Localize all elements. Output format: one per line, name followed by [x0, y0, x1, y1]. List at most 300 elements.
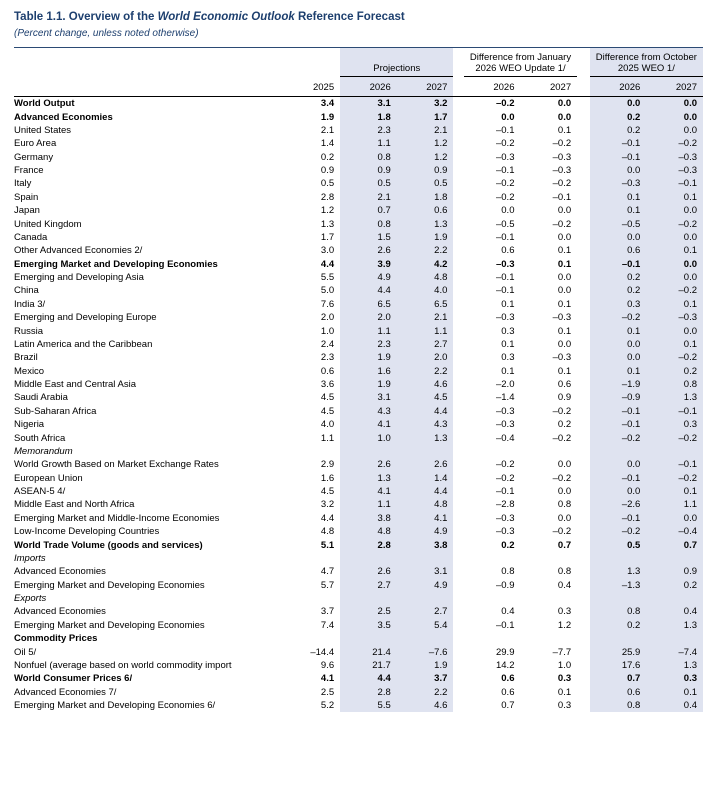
value-2025 — [284, 552, 341, 565]
value-2026 — [340, 592, 397, 605]
column-gap-b — [577, 391, 590, 404]
diff-oct-2026: –1.9 — [590, 378, 647, 391]
diff-jan-2026: 0.6 — [501, 686, 515, 698]
diff-jan-2026: 14.2 — [495, 659, 515, 671]
table-row — [14, 110, 703, 123]
diff-oct-2027: 0.0 — [646, 96, 703, 110]
diff-jan-2027: 0.1 — [557, 258, 572, 270]
diff-jan-2027: –0.2 — [552, 218, 572, 230]
row-label: Russia — [14, 325, 44, 337]
diff-oct-2027: 0.2 — [646, 578, 703, 591]
diff-oct-2027: 0.8 — [646, 378, 703, 391]
value-2025: 1.9 — [320, 111, 335, 123]
diff-jan-2026: –0.2 — [495, 459, 515, 471]
row-label: Emerging Market and Developing Economies — [14, 258, 218, 270]
value-2027: 1.3 — [397, 431, 454, 444]
table-row — [14, 605, 703, 618]
column-gap-a — [453, 485, 463, 498]
table-row — [14, 271, 703, 284]
value-2026: 3.1 — [340, 391, 397, 404]
diff-jan-2027: –0.1 — [552, 191, 572, 203]
table-row — [14, 338, 703, 351]
diff-oct-2026: –0.1 — [590, 512, 647, 525]
diff-oct-2027: 0.0 — [646, 324, 703, 337]
diff-jan-2026: –0.2 — [495, 472, 515, 484]
diff-oct-2026: 0.0 — [590, 458, 647, 471]
column-gap-a — [453, 565, 463, 578]
value-2027: 4.9 — [397, 525, 454, 538]
value-2027: 2.2 — [397, 685, 454, 698]
diff-jan-2026: 0.6 — [501, 673, 515, 685]
diff-oct-2026: 1.3 — [590, 565, 647, 578]
diff-jan-2026: –0.4 — [495, 432, 515, 444]
column-gap-b — [577, 364, 590, 377]
diff-oct-2027 — [646, 592, 703, 605]
row-label: Advanced Economies — [14, 111, 113, 123]
header-gap-b — [577, 48, 590, 80]
column-gap-b — [577, 645, 590, 658]
column-gap-a — [453, 418, 463, 431]
value-2026: 2.3 — [340, 124, 397, 137]
diff-oct-2026 — [590, 552, 647, 565]
diff-jan-2027: 0.1 — [557, 325, 572, 337]
row-label: Middle East and North Africa — [14, 499, 135, 511]
diff-jan-2026: –0.3 — [495, 151, 515, 163]
value-2025: 4.4 — [320, 512, 335, 524]
row-label: Emerging and Developing Europe — [14, 312, 157, 324]
column-gap-b — [577, 471, 590, 484]
column-gap-b — [577, 418, 590, 431]
value-2026: 3.8 — [340, 512, 397, 525]
column-gap-b — [577, 351, 590, 364]
value-2025: 1.4 — [320, 138, 335, 150]
column-gap-b — [577, 565, 590, 578]
diff-jan-2027: 0.6 — [557, 379, 572, 390]
header-group-projections: Projections — [340, 48, 453, 80]
row-label: Oil 5/ — [14, 646, 37, 658]
header-year-2025: 2025 — [284, 80, 341, 97]
column-gap-a — [453, 351, 463, 364]
table-row — [14, 632, 703, 645]
value-2025: 0.9 — [320, 165, 335, 176]
value-2027: 3.1 — [397, 565, 454, 578]
diff-jan-2027: 0.7 — [557, 539, 572, 551]
column-gap-b — [577, 338, 590, 351]
header-diff-jan-2026: 2026 — [464, 80, 521, 97]
column-gap-b — [577, 271, 590, 284]
diff-jan-2026: –0.1 — [495, 165, 515, 176]
value-2027: 1.1 — [397, 324, 454, 337]
table-row — [14, 458, 703, 471]
column-gap-b — [577, 685, 590, 698]
column-gap-b — [577, 164, 590, 177]
diff-jan-2026: –2.8 — [495, 499, 515, 511]
diff-jan-2027 — [520, 592, 577, 605]
diff-oct-2026: 0.6 — [590, 685, 647, 698]
diff-jan-2027: 0.9 — [557, 392, 572, 404]
row-label: Emerging Market and Middle-Income Economies — [14, 512, 220, 524]
diff-jan-2026: 0.6 — [501, 245, 515, 257]
diff-oct-2026: –0.2 — [590, 431, 647, 444]
value-2027: 5.4 — [397, 619, 454, 632]
diff-oct-2027: –0.1 — [646, 177, 703, 190]
diff-jan-2026: –2.0 — [495, 379, 515, 390]
value-2027: 4.6 — [397, 378, 454, 391]
diff-jan-2026: –0.1 — [495, 272, 515, 283]
value-2027: 1.3 — [397, 217, 454, 230]
row-label: World Output — [14, 98, 75, 110]
diff-oct-2027: 0.1 — [646, 244, 703, 257]
value-2026: 3.9 — [340, 257, 397, 270]
diff-oct-2027: 0.2 — [646, 364, 703, 377]
diff-jan-2027: –0.3 — [552, 312, 572, 324]
column-gap-a — [453, 391, 463, 404]
value-2027: 2.0 — [397, 351, 454, 364]
diff-jan-2027: 0.0 — [557, 111, 572, 123]
value-2027: 2.2 — [397, 244, 454, 257]
diff-jan-2026 — [464, 552, 521, 565]
table-row — [14, 525, 703, 538]
value-2026: 1.1 — [340, 137, 397, 150]
value-2025: 3.7 — [320, 606, 335, 618]
diff-oct-2027: 0.1 — [646, 298, 703, 311]
column-gap-b — [577, 458, 590, 471]
value-2027: –7.6 — [397, 645, 454, 658]
diff-oct-2026: 0.1 — [590, 204, 647, 217]
diff-oct-2026: –0.1 — [590, 418, 647, 431]
value-2027: 2.1 — [397, 311, 454, 324]
diff-jan-2026: –0.1 — [495, 619, 515, 631]
value-2027: 4.9 — [397, 578, 454, 591]
table-row — [14, 685, 703, 698]
diff-oct-2027: 0.7 — [646, 538, 703, 551]
value-2026: 2.6 — [340, 244, 397, 257]
row-label: Middle East and Central Asia — [14, 379, 136, 390]
diff-oct-2027: –0.1 — [646, 458, 703, 471]
diff-oct-2027: 0.0 — [646, 231, 703, 244]
diff-jan-2027: –0.2 — [552, 526, 572, 538]
value-2025: 4.5 — [320, 486, 335, 497]
value-2027: 2.1 — [397, 124, 454, 137]
table-row — [14, 311, 703, 324]
header-gap-b-2 — [577, 80, 590, 97]
value-2027 — [397, 592, 454, 605]
diff-jan-2026: –0.2 — [495, 98, 515, 110]
title-italic: World Economic Outlook — [157, 11, 295, 23]
column-gap-b — [577, 137, 590, 150]
column-gap-a — [453, 364, 463, 377]
header-year-blank — [14, 80, 284, 97]
column-gap-a — [453, 471, 463, 484]
row-label: Exports — [14, 593, 47, 604]
value-2027: 1.9 — [397, 659, 454, 672]
column-gap-a — [453, 150, 463, 163]
value-2026: 2.8 — [340, 538, 397, 551]
value-2025: 2.0 — [320, 312, 335, 324]
diff-oct-2027: –7.4 — [646, 645, 703, 658]
diff-oct-2027: –0.4 — [646, 525, 703, 538]
diff-jan-2026: –0.3 — [495, 419, 515, 431]
row-label: Nigeria — [14, 419, 45, 431]
diff-jan-2026: –0.1 — [495, 124, 515, 136]
diff-jan-2026: 0.1 — [501, 365, 515, 377]
diff-oct-2026: 0.0 — [590, 96, 647, 110]
value-2027: 1.2 — [397, 137, 454, 150]
header-group-row — [14, 48, 703, 80]
value-2027: 1.4 — [397, 471, 454, 484]
table-row — [14, 445, 703, 458]
diff-jan-2026: –1.4 — [495, 392, 515, 404]
value-2027: 1.2 — [397, 150, 454, 163]
column-gap-b — [577, 284, 590, 297]
diff-jan-2026: 0.3 — [501, 325, 515, 337]
table-row — [14, 431, 703, 444]
diff-oct-2026: 0.8 — [590, 605, 647, 618]
diff-jan-2027: –0.2 — [552, 405, 572, 417]
diff-jan-2027: 0.2 — [557, 419, 572, 431]
diff-jan-2026: –0.3 — [495, 405, 515, 417]
value-2026 — [340, 632, 397, 645]
row-label: Nonfuel (average based on world commodity import — [14, 659, 232, 671]
row-label: Sub-Saharan Africa — [14, 405, 97, 417]
diff-oct-2026: –0.1 — [590, 257, 647, 270]
table-row — [14, 298, 703, 311]
value-2025: 0.5 — [320, 178, 335, 190]
diff-oct-2026: 0.0 — [590, 231, 647, 244]
value-2025: 7.6 — [320, 298, 335, 310]
value-2027 — [397, 632, 454, 645]
value-2027: 1.7 — [397, 110, 454, 123]
row-label: Emerging Market and Developing Economies — [14, 619, 205, 631]
diff-jan-2026 — [464, 592, 521, 605]
value-2026 — [340, 552, 397, 565]
row-label: ASEAN-5 4/ — [14, 486, 66, 497]
diff-jan-2026: 0.7 — [501, 700, 515, 711]
table-row — [14, 498, 703, 511]
value-2026: 1.5 — [340, 231, 397, 244]
table-row — [14, 164, 703, 177]
table-row — [14, 405, 703, 418]
row-label: Emerging Market and Developing Economies 6/ — [14, 700, 216, 711]
table-row — [14, 418, 703, 431]
diff-jan-2026: 0.0 — [501, 111, 515, 123]
diff-jan-2026: 0.1 — [501, 298, 515, 310]
table-row — [14, 592, 703, 605]
table-header — [14, 48, 703, 97]
value-2026: 21.7 — [340, 659, 397, 672]
table-row — [14, 552, 703, 565]
diff-oct-2027: 1.3 — [646, 619, 703, 632]
row-label: France — [14, 165, 44, 176]
diff-oct-2026: 0.2 — [590, 110, 647, 123]
table-row — [14, 284, 703, 297]
value-2027: 0.6 — [397, 204, 454, 217]
diff-jan-2026: –0.3 — [495, 526, 515, 538]
value-2026: 1.1 — [340, 498, 397, 511]
diff-oct-2027: –0.2 — [646, 431, 703, 444]
diff-jan-2027: 0.0 — [557, 512, 572, 524]
column-gap-a — [453, 217, 463, 230]
diff-oct-2026: 0.2 — [590, 271, 647, 284]
diff-jan-2027: 0.1 — [557, 124, 572, 136]
value-2027: 0.9 — [397, 164, 454, 177]
value-2027 — [397, 552, 454, 565]
diff-oct-2027: –0.2 — [646, 137, 703, 150]
diff-oct-2026: 0.2 — [590, 284, 647, 297]
column-gap-a — [453, 110, 463, 123]
diff-oct-2027: –0.1 — [646, 405, 703, 418]
diff-oct-2027: 0.3 — [646, 672, 703, 685]
value-2025: 0.6 — [320, 365, 335, 377]
value-2025: 0.2 — [320, 151, 335, 163]
diff-jan-2026: 0.1 — [501, 338, 515, 350]
diff-oct-2026 — [590, 632, 647, 645]
column-gap-b — [577, 659, 590, 672]
value-2026: 1.1 — [340, 324, 397, 337]
value-2026: 4.1 — [340, 485, 397, 498]
column-gap-b — [577, 445, 590, 458]
header-blank-2025 — [284, 48, 341, 80]
value-2026: 2.1 — [340, 191, 397, 204]
row-label: Mexico — [14, 365, 45, 377]
column-gap-a — [453, 685, 463, 698]
value-2025: 4.1 — [320, 673, 335, 685]
diff-oct-2027 — [646, 632, 703, 645]
diff-oct-2027: 1.3 — [646, 391, 703, 404]
table-row — [14, 217, 703, 230]
diff-oct-2027: 0.0 — [646, 110, 703, 123]
diff-oct-2027: 0.1 — [646, 191, 703, 204]
header-diff-oct-2026: 2026 — [590, 80, 647, 97]
value-2026: 1.9 — [340, 378, 397, 391]
column-gap-a — [453, 124, 463, 137]
diff-oct-2026: –0.2 — [590, 311, 647, 324]
header-diff-oct-2027: 2027 — [646, 80, 703, 97]
value-2027: 4.2 — [397, 257, 454, 270]
value-2025: 3.2 — [320, 499, 335, 511]
diff-oct-2026: 0.5 — [590, 538, 647, 551]
table-row — [14, 231, 703, 244]
column-gap-a — [453, 578, 463, 591]
column-gap-b — [577, 191, 590, 204]
column-gap-b — [577, 217, 590, 230]
value-2025: 2.3 — [320, 352, 335, 364]
row-label: United Kingdom — [14, 218, 82, 230]
row-label: India 3/ — [14, 298, 46, 310]
value-2026: 5.5 — [340, 699, 397, 712]
column-gap-b — [577, 231, 590, 244]
table-row — [14, 565, 703, 578]
row-label: Latin America and the Caribbean — [14, 338, 153, 350]
header-group-diff-jan: Difference from January 2026 WEO Update 1/ — [464, 48, 577, 80]
value-2027: 3.8 — [397, 538, 454, 551]
diff-oct-2026: 0.0 — [590, 351, 647, 364]
diff-oct-2026: –0.9 — [590, 391, 647, 404]
header-group-diff-oct: Difference from October 2025 WEO 1/ — [590, 48, 703, 80]
column-gap-a — [453, 137, 463, 150]
diff-oct-2027: –0.2 — [646, 471, 703, 484]
value-2026: 0.8 — [340, 217, 397, 230]
column-gap-b — [577, 431, 590, 444]
diff-oct-2026: 0.1 — [590, 364, 647, 377]
value-2025: 5.0 — [320, 285, 335, 297]
diff-jan-2026 — [464, 632, 521, 645]
value-2026: 4.3 — [340, 405, 397, 418]
value-2025: 4.5 — [320, 405, 335, 417]
column-gap-a — [453, 699, 463, 712]
column-gap-b — [577, 592, 590, 605]
diff-jan-2026: –0.3 — [495, 312, 515, 324]
diff-jan-2026: –0.1 — [495, 486, 515, 497]
table-row — [14, 351, 703, 364]
row-label: Commodity Prices — [14, 633, 98, 645]
value-2026: 0.9 — [340, 164, 397, 177]
value-2025: 3.6 — [320, 379, 335, 390]
column-gap-b — [577, 672, 590, 685]
value-2026: 3.5 — [340, 619, 397, 632]
diff-oct-2026: –2.6 — [590, 498, 647, 511]
diff-oct-2027: –0.3 — [646, 164, 703, 177]
row-label: Advanced Economies 7/ — [14, 686, 117, 698]
value-2026: 4.4 — [340, 672, 397, 685]
diff-jan-2026: –0.2 — [495, 138, 515, 150]
value-2025 — [284, 445, 341, 458]
diff-oct-2026: –0.5 — [590, 217, 647, 230]
diff-jan-2027: 1.2 — [557, 619, 572, 631]
value-2025: 4.4 — [320, 258, 335, 270]
diff-oct-2027: 0.0 — [646, 257, 703, 270]
column-gap-a — [453, 672, 463, 685]
value-2026: 4.4 — [340, 284, 397, 297]
diff-oct-2026: 0.0 — [590, 164, 647, 177]
value-2027: 2.7 — [397, 605, 454, 618]
diff-jan-2026: –0.3 — [495, 258, 515, 270]
row-label: Canada — [14, 231, 48, 243]
diff-oct-2027: 0.4 — [646, 699, 703, 712]
value-2026: 0.8 — [340, 150, 397, 163]
row-label: Saudi Arabia — [14, 392, 68, 404]
value-2027: 1.8 — [397, 191, 454, 204]
column-gap-a — [453, 271, 463, 284]
diff-oct-2026: –0.3 — [590, 177, 647, 190]
column-gap-a — [453, 257, 463, 270]
column-gap-b — [577, 538, 590, 551]
diff-oct-2026: 0.3 — [590, 298, 647, 311]
table-row — [14, 137, 703, 150]
table-row — [14, 364, 703, 377]
diff-oct-2026: –0.1 — [590, 405, 647, 418]
diff-jan-2026: 0.4 — [501, 606, 515, 618]
value-2027: 4.4 — [397, 405, 454, 418]
column-gap-a — [453, 498, 463, 511]
column-gap-b — [577, 498, 590, 511]
column-gap-b — [577, 378, 590, 391]
diff-jan-2026: –0.3 — [495, 512, 515, 524]
diff-jan-2027: –0.2 — [552, 178, 572, 190]
table-row — [14, 324, 703, 337]
diff-oct-2026: 0.0 — [590, 338, 647, 351]
value-2026: 1.3 — [340, 471, 397, 484]
value-2025: 3.4 — [320, 98, 335, 110]
table-row — [14, 391, 703, 404]
row-label: Euro Area — [14, 138, 57, 150]
column-gap-b — [577, 298, 590, 311]
value-2026: 1.9 — [340, 351, 397, 364]
column-gap-b — [577, 324, 590, 337]
diff-jan-2027: 0.0 — [557, 231, 572, 243]
diff-jan-2027: 0.0 — [557, 486, 572, 497]
diff-oct-2027: 0.0 — [646, 271, 703, 284]
